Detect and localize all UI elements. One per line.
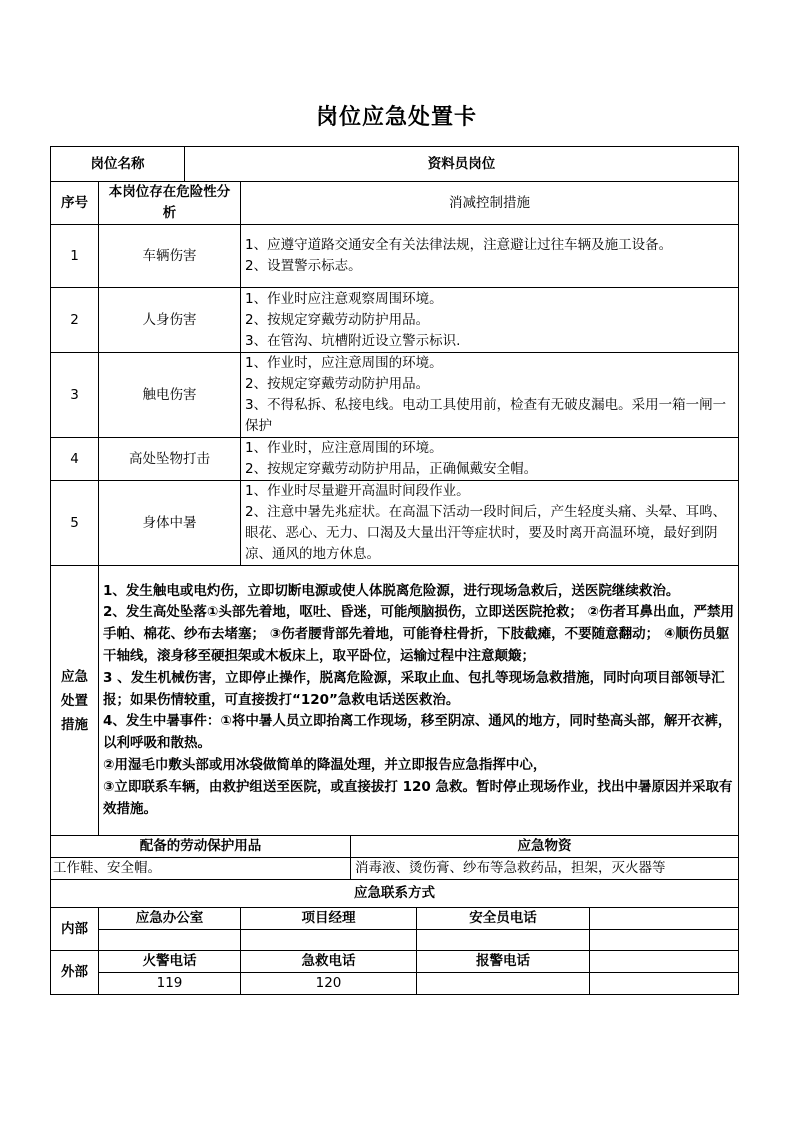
contact-header: 报警电话 xyxy=(417,951,590,973)
hazard-row xyxy=(51,438,739,481)
contact-value-police xyxy=(417,973,590,995)
contact-header: 应急办公室 xyxy=(99,908,241,930)
measure-item: 1、作业时尽量避开高温时间段作业。 xyxy=(245,483,470,499)
measure-item: 2、设置警示标志。 xyxy=(245,258,362,274)
measure-item: 1、作业时，应注意周围的环境。 xyxy=(245,355,443,371)
emergency-paragraph: ③立即联系车辆，由救护组送至医院，或直接拔打 120 急救。暂时停止现场作业，找出中暑原因并采取有效措施。 xyxy=(103,778,733,817)
internal-label: 内部 xyxy=(51,908,99,951)
gear-label: 配备的劳动保护用品 xyxy=(51,836,351,858)
external-header-row xyxy=(51,951,739,973)
emergency-paragraph: 3 、发生机械伤害，立即停止操作，脱离危险源，采取止血、包扎等现场急救措施，同时向项目部领导汇报；如果伤情较重，可直接拨打“120”急救电话送医救治。 xyxy=(103,669,725,708)
internal-value-row xyxy=(51,930,739,951)
measure-item: 1、作业时，应注意周围的环境。 xyxy=(245,440,443,456)
contact-value-ambulance: 120 xyxy=(241,973,417,995)
contact-value xyxy=(590,930,739,951)
hazard-row xyxy=(51,481,739,566)
contact-value-fire: 119 xyxy=(99,973,241,995)
hazard-name: 身体中暑 xyxy=(99,481,241,566)
emergency-measures-row xyxy=(51,566,739,836)
measure-item: 2、按规定穿戴劳动防护用品，正确佩戴安全帽。 xyxy=(245,461,538,477)
hazard-seq: 4 xyxy=(51,438,99,481)
column-header-row xyxy=(51,182,739,225)
emergency-body xyxy=(99,566,739,836)
hazard-seq: 5 xyxy=(51,481,99,566)
gear-value: 工作鞋、安全帽。 xyxy=(51,858,351,880)
emergency-paragraph: ②用湿毛巾敷头部或用冰袋做简单的降温处理，并立即报告应急指挥中心， xyxy=(103,756,547,773)
internal-header-row xyxy=(51,908,739,930)
contact-value xyxy=(241,930,417,951)
hazard-measures xyxy=(241,288,739,353)
hazard-row xyxy=(51,225,739,288)
emergency-label: 应急 处置 措施 xyxy=(51,566,99,836)
contact-value xyxy=(417,930,590,951)
measure-item: 2、注意中暑先兆症状。在高温下活动一段时间后，产生轻度头痛、头晕、耳鸣、眼花、恶心、无力、口渴及大量出汗等症状时，要及时离开高温环境，最好到阴凉、通风的地方休息。 xyxy=(245,504,727,562)
hazard-name: 高处坠物打击 xyxy=(99,438,241,481)
emergency-paragraph: 1、发生触电或电灼伤，立即切断电源或使人体脱离危险源，进行现场急救后，送医院继续救治。 xyxy=(103,582,680,599)
hazard-name: 触电伤害 xyxy=(99,353,241,438)
hazard-row xyxy=(51,353,739,438)
hazard-seq: 3 xyxy=(51,353,99,438)
hazard-seq: 2 xyxy=(51,288,99,353)
header-seq: 序号 xyxy=(51,182,99,225)
hazard-name: 车辆伤害 xyxy=(99,225,241,288)
equipment-value-row xyxy=(51,858,739,880)
position-row xyxy=(51,147,739,182)
contact-header xyxy=(590,951,739,973)
hazard-measures xyxy=(241,353,739,438)
measure-item: 2、按规定穿戴劳动防护用品。 xyxy=(245,311,430,328)
supplies-label: 应急物资 xyxy=(351,836,739,858)
header-hazard: 本岗位存在危险性分析 xyxy=(99,182,241,225)
hazard-seq: 1 xyxy=(51,225,99,288)
contacts-title-row xyxy=(51,880,739,908)
header-measures: 消减控制措施 xyxy=(241,182,739,225)
external-label: 外部 xyxy=(51,951,99,995)
position-label: 岗位名称 xyxy=(51,147,185,182)
supplies-value: 消毒液、烫伤膏、纱布等急救药品，担架，灭火器等 xyxy=(351,858,739,880)
external-value-row xyxy=(51,973,739,995)
contact-header: 项目经理 xyxy=(241,908,417,930)
contact-header: 火警电话 xyxy=(99,951,241,973)
contact-header: 急救电话 xyxy=(241,951,417,973)
hazard-name: 人身伤害 xyxy=(99,288,241,353)
contacts-title: 应急联系方式 xyxy=(51,880,739,908)
emergency-card-table xyxy=(50,146,739,995)
hazard-measures xyxy=(241,481,739,566)
hazard-measures xyxy=(241,438,739,481)
position-value: 资料员岗位 xyxy=(185,147,739,182)
measure-item: 3、不得私拆、私接电线。电动工具使用前，检查有无破皮漏电。采用一箱一闸一保护 xyxy=(245,397,727,434)
measure-item: 1、作业时应注意观察周围环境。 xyxy=(245,290,443,307)
emergency-paragraph: 2、发生高处坠落①头部先着地，呕吐、昏迷，可能颅脑损伤，立即送医院抢救； ②伤者耳鼻出血，严禁用手帕、棉花、纱布去堵塞； ③伤者腰背部先着地，可能脊柱骨折，下肢截瘫，不要随意翻动； ④顺伤员躯干轴线，滚身移至硬担架或木板床上，取平卧位，运输过程中注意颠簸； xyxy=(103,604,734,664)
contact-header: 安全员电话 xyxy=(417,908,590,930)
measure-item: 3、在管沟、坑槽附近设立警示标识. xyxy=(245,332,461,349)
contact-header xyxy=(590,908,739,930)
page-title: 岗位应急处置卡 xyxy=(315,105,477,130)
equipment-header-row xyxy=(51,836,739,858)
contact-value xyxy=(99,930,241,951)
measure-item: 1、应遵守道路交通安全有关法律法规，注意避让过往车辆及施工设备。 xyxy=(245,237,673,253)
hazard-measures xyxy=(241,225,739,288)
emergency-paragraph: 4、发生中暑事件：①将中暑人员立即抬离工作现场，移至阴凉、通风的地方，同时垫高头部，解开衣裤，以利呼吸和散热。 xyxy=(103,713,732,752)
measure-item: 2、按规定穿戴劳动防护用品。 xyxy=(245,376,430,392)
hazard-row xyxy=(51,288,739,353)
contact-value xyxy=(590,973,739,995)
